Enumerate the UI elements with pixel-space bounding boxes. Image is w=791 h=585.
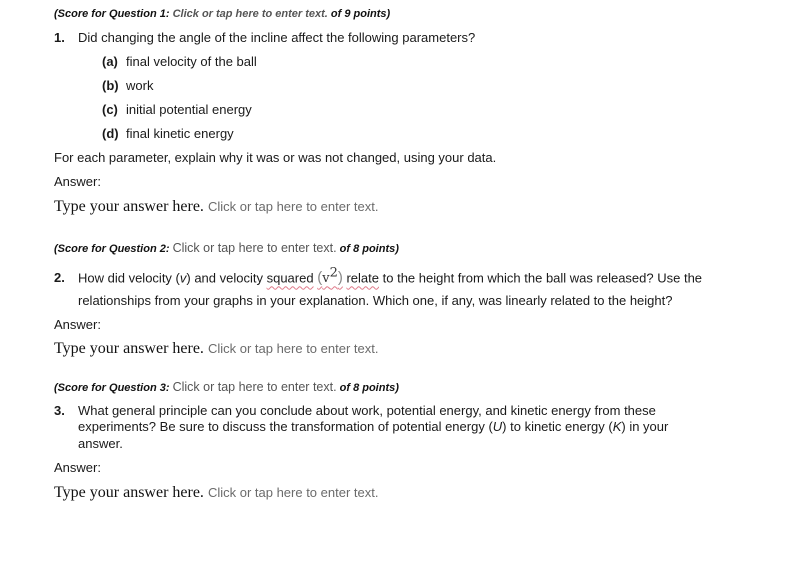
score-input-q1[interactable]: Click or tap here to enter text. <box>172 8 328 20</box>
answer-typed-text[interactable]: Type your answer here. <box>54 484 204 501</box>
question-3 <box>54 403 656 418</box>
question-text: ) in your <box>621 419 669 434</box>
question-3-line-3: answer. <box>78 436 123 451</box>
answer-field-q2[interactable] <box>54 340 378 358</box>
question-text: experiments? Be sure to discuss the transformation of potential energy ( <box>78 419 493 434</box>
sub-item <box>102 54 257 69</box>
sub-item-label: (c) <box>102 102 118 117</box>
sub-item-text: final velocity of the ball <box>126 54 257 69</box>
answer-label: Answer: <box>54 460 101 475</box>
instruction-text: For each parameter, explain why it was or was not changed, using your data. <box>54 150 497 165</box>
question-text: ) and velocity <box>186 270 263 286</box>
answer-label: Answer: <box>54 317 101 332</box>
answer-typed-text[interactable]: Type your answer here. <box>54 198 204 215</box>
question-text: How did velocity ( <box>78 270 180 286</box>
score-label: (Score for Question 3: <box>54 382 170 394</box>
sub-item-label: (b) <box>102 78 119 93</box>
answer-placeholder[interactable]: Click or tap here to enter text. <box>207 199 379 214</box>
sub-item-text: initial potential energy <box>126 102 252 117</box>
sub-item <box>102 78 153 93</box>
answer-field-q3[interactable] <box>54 484 378 502</box>
score-label: (Score for Question 1: <box>54 8 170 20</box>
answer-placeholder[interactable]: Click or tap here to enter text. <box>207 485 379 500</box>
math-base: v <box>322 271 330 287</box>
question-2-line-2: relationships from your graphs in your explanation. Which one, if any, was linearly related to the height? <box>78 293 673 308</box>
answer-field-q1[interactable] <box>54 198 378 216</box>
sub-item-text: work <box>126 78 154 93</box>
sub-item <box>102 102 252 117</box>
variable-v: v <box>179 270 187 286</box>
question-2 <box>54 266 702 286</box>
question-3-line-2 <box>78 419 668 434</box>
sub-item-label: (d) <box>102 126 119 141</box>
score-label: (Score for Question 2: <box>54 243 170 255</box>
sub-item <box>102 126 234 141</box>
question-text: Did changing the angle of the incline affect the following parameters? <box>78 30 476 45</box>
equation-v-squared: $(v^2)$ <box>317 266 343 287</box>
spellcheck-word: relate <box>346 270 379 286</box>
question-number: 2. <box>54 270 65 286</box>
math-exponent: 2 <box>329 266 338 281</box>
question-1 <box>54 30 475 45</box>
question-text: ) to kinetic energy ( <box>502 419 613 434</box>
variable-k: K <box>612 419 622 434</box>
question-number: 1. <box>54 30 65 45</box>
sub-item-text: final kinetic energy <box>126 126 234 141</box>
score-line-q1 <box>54 8 390 20</box>
score-suffix: of 8 points) <box>339 382 399 394</box>
question-number: 3. <box>54 403 65 418</box>
sub-item-label: (a) <box>102 54 118 69</box>
score-line-q2 <box>54 241 399 255</box>
score-suffix: of 8 points) <box>339 243 399 255</box>
answer-placeholder[interactable]: Click or tap here to enter text. <box>207 341 379 356</box>
question-text: to the height from which the ball was released? Use the <box>382 270 703 286</box>
answer-label: Answer: <box>54 174 101 189</box>
variable-u: U <box>492 419 503 434</box>
score-line-q3 <box>54 380 399 394</box>
score-input-q2[interactable]: Click or tap here to enter text. <box>172 241 337 255</box>
question-text: What general principle can you conclude about work, potential energy, and kinetic energy from these <box>78 403 656 418</box>
score-input-q3[interactable]: Click or tap here to enter text. <box>172 380 337 394</box>
score-suffix: of 9 points) <box>330 8 391 20</box>
answer-typed-text[interactable]: Type your answer here. <box>54 340 204 357</box>
spellcheck-word: squared <box>266 270 314 286</box>
